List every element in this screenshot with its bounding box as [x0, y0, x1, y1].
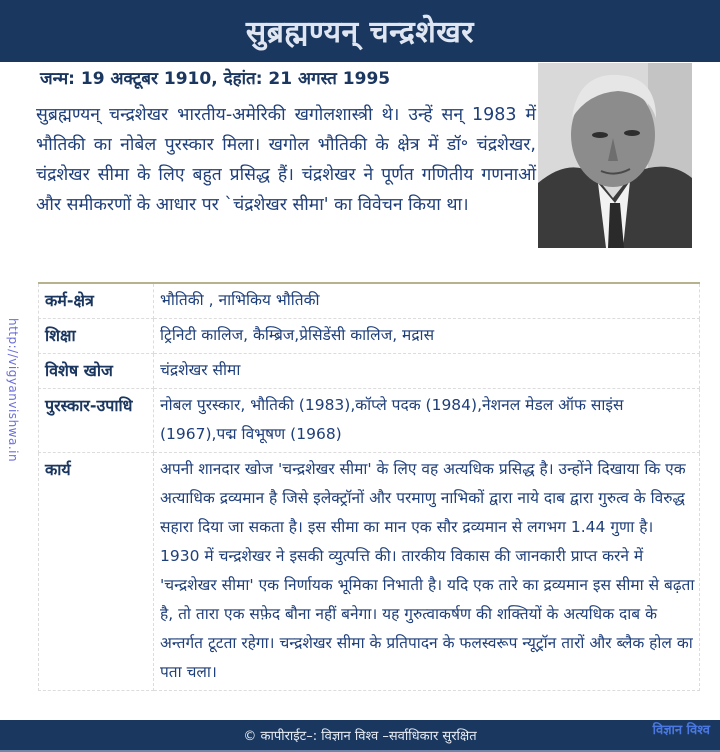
page-header — [0, 0, 720, 60]
row-value: अपनी शानदार खोज 'चन्द्रशेखर सीमा' के लिए वह अत्यधिक प्रसिद्ध है। उन्होंने दिखाया कि एक अत्याधिक द्रव्यमान है जिसे इलेक्ट्रॉनों और परमाणु नाभिकों द्वारा नाये दाब द्वारा गुरुत्व के विरुद्ध सहारा दिया जा सकता है। इस सीमा का मान एक सौर द्रव्यमान से लगभग 1.44 गुणा है। 1930 में चन्द्रशेखर ने इसकी व्युत्पत्ति की। तारकीय विकास की जानकारी प्राप्त करने में 'चन्द्रशेखर सीमा' एक निर्णायक भूमिका निभाती है। यदि एक तारे का द्रव्यमान इस सीमा से बढ़ता है, तो तारा एक सफ़ेद बौना नहीं बनेगा। यह गुरुत्वाकर्षण की शक्तियों के अत्यधिक दाब के अन्तर्गत टूटता रहेगा। चन्द्रशेखर सीमा के प्रतिपादन के फलस्वरूप न्यूट्रॉन तारों और ब्लैक होल का पता चला। — [154, 453, 700, 691]
page-title: सुब्रह्मण्यन् चन्द्रशेखर — [245, 14, 475, 50]
row-label: कर्म-क्षेत्र — [39, 283, 154, 319]
site-logo[interactable]: विज्ञान विश्व — [652, 723, 710, 738]
portrait-photo — [538, 63, 692, 248]
table-row — [39, 354, 700, 389]
table-row — [39, 283, 700, 319]
table-row — [39, 319, 700, 354]
website-url-vertical[interactable] — [4, 305, 22, 475]
intro-paragraph: सुब्रह्मण्यन् चन्द्रशेखर भारतीय-अमेरिकी खगोलशास्त्री थे। उन्हें सन् 1983 में भौतिकी का नोबेल पुरस्कार मिला। खगोल भौतिकी के क्षेत्र में डॉ॰ चंद्रशेखर, चंद्रशेखर सीमा के लिए बहुत प्रसिद्ध हैं। चंद्रशेखर ने पूर्णत गणितीय गणनाओं और समीकरणों के आधार पर `चंद्रशेखर सीमा' का विवेचन किया था। — [36, 105, 536, 215]
info-table — [38, 282, 700, 691]
table-row — [39, 389, 700, 453]
copyright-text: © कापीराईट–: विज्ञान विश्व –सर्वाधिकार सुरक्षित — [243, 729, 477, 744]
header-divider — [0, 60, 720, 62]
row-value: चंद्रशेखर सीमा — [154, 354, 700, 389]
row-label: विशेष खोज — [39, 354, 154, 389]
page-footer — [0, 720, 720, 750]
row-value: नोबल पुरस्कार, भौतिकी (1983),कॉप्ले पदक (1984),नेशनल मेडल ऑफ साइंस (1967),पद्म विभूषण (1968) — [154, 389, 700, 453]
birth-death-dates: जन्म: 19 अक्टूबर 1910, देहांत: 21 अगस्त 1995 — [40, 69, 391, 89]
website-url-text[interactable]: http://vigyanvishwa.in — [6, 317, 20, 463]
row-label: शिक्षा — [39, 319, 154, 354]
portrait-illustration-icon — [538, 63, 692, 248]
row-label: पुरस्कार-उपाधि — [39, 389, 154, 453]
row-label: कार्य — [39, 453, 154, 691]
table-row — [39, 453, 700, 691]
row-value: ट्रिनिटी कालिज, कैम्ब्रिज,प्रेसिडेंसी कालिज, मद्रास — [154, 319, 700, 354]
row-value: भौतिकी , नाभिकिय भौतिकी — [154, 283, 700, 319]
